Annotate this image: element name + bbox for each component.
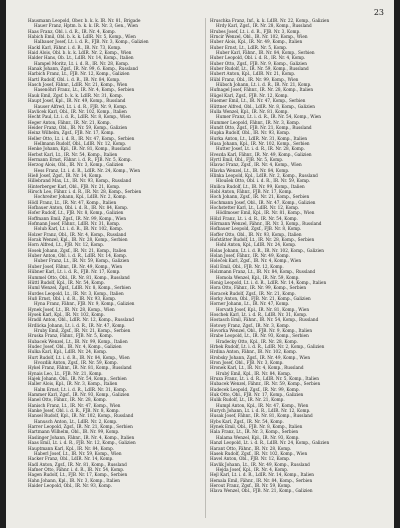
- list-item: Hrdy Karl, Zgsf., IR. Nr. 28, Komp., Russland: [216, 23, 312, 29]
- list-item: Huber Karl, Fähnr., IR. Nr. 84, Komp., Serbien: [216, 50, 315, 56]
- list-item: Hlinka Leopold, Kpl., LdIR. Nr. 2, Komp., Russland: [210, 172, 318, 178]
- list-item: Hulla Wenzel, Kpl., IR. Nr. 81, Komp.: [210, 108, 289, 114]
- list-item: Hofmann Josef, Fähnr., LdIR. Nr. 31, Komp.: [28, 221, 121, 227]
- list-item: Hyna Franz, Fähnr., FJB. Nr. 9, Komp., Galizien: [34, 301, 135, 307]
- list-item: Hörmann Wenzel, Fähnr., IR. Nr. 3, Komp., Russland: [210, 221, 322, 227]
- list-item: Hrbek Rudolf, Lt. i. d. R., LdIR. Nr. 2, Komp., Galizien: [210, 343, 325, 349]
- list-item: Hynais Leo, Lt., FJB. Nr. 21, Komp.: [28, 370, 103, 376]
- list-item: Horak Wenzel, Kpl., IR. Nr. 28, Komp., Serbien: [28, 237, 128, 243]
- list-item: Hoch Johann, Zgsf., IR. Nr. 21, Komp., Serbien: [210, 194, 310, 200]
- list-item: Hagen Rudolf, Lt., FJB. Nr. 17, Komp., Serbien: [28, 472, 128, 478]
- list-item: Hofstätter Rudolf, Lt., IR. Nr. 28, Komp., Serbien: [210, 237, 315, 243]
- list-item: Hundt Otto, Zgsf., FJB. Nr. 21, Komp., Russland: [210, 124, 312, 130]
- list-item: Herbst Karl, Lt., IR. Nr. 54, Komp., Italien: [28, 151, 118, 157]
- list-item: Hybs Karl, Zgsf., IR. Nr. 54, Komp.: [210, 418, 284, 424]
- list-item: Hejl Karl, Lt. i. d. R., LdIR. Nr. 14, Komp., Italien: [210, 472, 315, 478]
- list-item: Hackl Karl, Fähnr. i. d. R., IR. Nr. 73, Komp.: [28, 44, 122, 50]
- list-item: Homola Wenzel, Kpl., IR. Nr. 59, Komp.: [216, 274, 300, 280]
- list-item: Holzmann Franz, Lt., IR. Nr. 84, Komp., Russland: [210, 269, 316, 275]
- list-item: Huber Anton, Obl. i. d. R., LdIR. Nr. 14, Komp.: [28, 253, 128, 259]
- list-item: Hobl Anton, Fähnr., FJB. Nr. 17, Komp.: [210, 189, 293, 194]
- list-item: Hochstetter Karl, Lt., LdIR. Nr. 12, Komp.: [210, 205, 300, 211]
- list-item: Hauser Alfred, Lt. i. d. R., FJB. Nr. 9, Komp.: [34, 103, 128, 109]
- list-item: Hulka Karl, Kpl., LdIR. Nr. 24, Komp.: [28, 349, 108, 355]
- list-item: Hummer Leopold, Fähnr., IR. Nr. 3, Komp.: [210, 119, 300, 125]
- list-item: Hoffer Otto, Obl., IR. Nr. 93, Komp., Italien: [210, 231, 302, 237]
- list-item: Hummel Otto, Obl., IR. Nr. 81, Komp., Russland: [28, 274, 130, 280]
- list-item: Husak Josef, Fähnr., IR. Nr. 81, Komp., Russland: [210, 413, 313, 419]
- list-item: Horacek Rudolf, Zgsf., IR. Nr. 21, Komp.: [210, 290, 296, 296]
- list-item: Hasch Josef, Fähnr., LdIR. Nr. 21, Komp., Wien: [28, 82, 128, 88]
- list-item: Huml Wenzel, Zgsf., LdIR. Nr. 8, Komp., Serbien: [28, 285, 131, 291]
- list-item: Huber Ernst, Lt., LdIR. Nr. 5, Komp.: [210, 44, 288, 50]
- list-item: Harant Otto, Fähnr., IR. Nr. 28, Komp.: [210, 445, 292, 451]
- list-item: Hoschek Karl, Lt. i. d. R., LdIR. Nr. 31, Komp.: [210, 311, 308, 317]
- list-item: Hanusch Anton, Lt., LdIR. Nr. 2, Komp.: [34, 418, 118, 424]
- list-item: Hirsch Leo, Fähnr. i. d. R., IR. Nr. 28, Komp., Serbien: [28, 189, 142, 194]
- list-item: Hasek Rudolf, Zgsf., IR. Nr. 102, Komp., Wien: [210, 450, 308, 456]
- list-item: Hanak Johann, Zgsf., IR. Nr. 99, 6. Komp., Russland: [28, 66, 138, 72]
- list-item: Hübsch Johann, Lt. i. d. R., IR. Nr. 21, Komp.: [216, 82, 312, 88]
- list-item: Hrdina Anton, Fähnr., IR. Nr. 102, Komp.: [210, 349, 298, 355]
- list-item: Hradecky Otto, Kpl., IR. Nr. 28, Komp.: [216, 338, 298, 344]
- list-item: Hradil Anton, Obl., LdIR. Nr. 12, Komp., Russland: [28, 317, 134, 323]
- list-item: Hödlmoser Emil, Kpl., IR. Nr. 81, Komp., Wien: [216, 210, 315, 216]
- list-item: Hadl Anton, Zgsf., IR. Nr. 81, Komp., Russland: [28, 461, 127, 467]
- list-item: Hess Franz, Lt. i. d. R., LdIR. Nr. 24, Komp., Wien: [34, 167, 141, 173]
- list-item: Hubacek Wenzel, Lt., IR. Nr. 99, Komp., Italien: [28, 338, 128, 344]
- list-item: Hron Josef, Obl., FJB. Nr. 3, Komp.: [210, 360, 284, 365]
- list-item: Hacker Franz, Obl., LdIR. Nr. 14, Komp.: [28, 456, 114, 462]
- list-item: Hudec Josef, Obl., IR. Nr. 4, Komp., Galizien: [28, 343, 122, 349]
- list-item: Haas Franz, Obl. i. d. R., IR. Nr. 4, Komp.: [28, 28, 116, 34]
- list-item: Hödl Franz, Lt., IR. Nr. 47, Komp., Italien: [28, 199, 117, 205]
- list-item: Hauer Franz, Hptm. b. k. k. IR. Nr. 3, Gen., Wien: [34, 23, 138, 29]
- list-item: Horner Johann, Lt., IR. Nr. 47, Komp.: [210, 301, 290, 307]
- list-item: Halm Ernst, Lt. i. d. R., LdIR. Nr. 31, Komp.: [34, 386, 127, 392]
- list-item: Hurdes Leopold, Lt., IR. Nr. 3, Komp., Italien: [28, 290, 124, 296]
- list-item: Heinz Wilhelm, Zgsf., FJB. Nr. 17, Komp.: [28, 130, 115, 136]
- list-item: Huemer Emil, Lt., IR. Nr. 47, Komp., Serbien: [210, 98, 306, 104]
- list-item: Holan Josef, Fähnr., IR. Nr. 49, Komp.: [210, 253, 290, 259]
- list-item: Henke Johann, Kpl., IR. Nr. 81, Komp., Russland: [28, 146, 131, 152]
- list-item: Hellmann Rudolf, Obl., LdIR. Nr. 12, Komp.: [34, 140, 127, 146]
- list-item: Herout Franz, Zgsf., IR. Nr. 59, Komp.: [210, 482, 292, 488]
- list-item: Horky Anton, Obl., FJB. Nr. 21, Komp., Galizien: [210, 295, 311, 301]
- list-item: Hecht Paul, Lt. i. d. R., LdIR. Nr. 8, Komp., Wien: [28, 114, 131, 120]
- list-item: Hutter Josef, Lt. i. d. R., IR. Nr. 28, Komp.: [216, 146, 305, 152]
- column-divider: [205, 18, 206, 518]
- list-item: Hoffmann Emil, Zgsf., IR. Nr. 99, Komp., Wien: [28, 215, 127, 221]
- list-item: Huber Rudolf, Lt., IR. Nr. 59, Komp., Russland: [210, 66, 309, 72]
- list-item: Humer Franz, Lt. i. d. R., IR. Nr. 54, Komp., Wien: [216, 114, 321, 120]
- list-item: Hostasch Emil, Fähnr., IR. Nr. 54, Komp., Russland: [210, 317, 319, 323]
- list-item: Hurych Johann, Lt. i. d. R., LdIR. Nr. 12, Komp.: [210, 408, 311, 414]
- list-item: Hovorka Wenzel, Obl., FJB. Nr. 9, Komp., Italien: [210, 327, 313, 333]
- list-item: Halbauer Josef, Lt. i. d. R., FJB. Nr. 3, Komp., Galizien: [34, 39, 149, 45]
- list-item: Hrubý Emil, Kpl., IR. Nr. 84, Komp.: [216, 370, 292, 376]
- list-item: Hejda Josef, Kpl., IR. Nr. 4, Komp.: [216, 466, 289, 472]
- list-item: Hinterberger Karl, Obl., FJB. Nr. 21, Komp.: [28, 183, 121, 189]
- list-item: Hrncir Wenzel, Obl., IR. Nr. 102, Komp., Wien: [210, 34, 308, 40]
- list-item: Hotowy Franz, Zgsf., IR. Nr. 3, Komp.: [210, 322, 290, 328]
- list-item: Hudecek Leopold, Zgsf., IR. Nr. 99, Komp.: [210, 386, 300, 392]
- list-item: Huß Ernst, Obl. i. d. R., IR. Nr. 93, Komp.: [28, 295, 117, 301]
- list-item: Hrubes Josef, Lt. i. d. R., FJB. Nr. 3, Komp.: [210, 28, 301, 34]
- list-item: Hieß Josef, Zgsf., IR. Nr. 14, Komp.: [28, 172, 103, 178]
- list-item: Huber Franz, Lt., IR. Nr. 59, Komp., Galizien: [34, 258, 130, 264]
- list-item: Havel Anton, Obl., FJB. Nr. 12, Komp.: [210, 456, 291, 462]
- list-item: Havlicek Karl, Obl., IR. Nr. 102, Komp., Italien: [28, 108, 127, 114]
- list-item: Hanzl Leopold, Lt. i. d. R., LdIR. Nr. 24, Komp., Galizien: [210, 440, 330, 446]
- list-item: Hanke Josef, Obl. i. d. R., FJB. Nr. 8, Komp.: [28, 408, 120, 414]
- list-item: Hrabe Leopold, Lt., IR. Nr. 93, Komp., Serbien: [210, 333, 309, 339]
- list-item: Hruza Franz, Lt. i. d. R., LdIR. Nr. 5, Komp., Italien: [210, 376, 319, 382]
- list-item: Haider Leopold, Obl., IR. Nr. 93, Komp.: [28, 482, 112, 488]
- list-item: Hynek Emil, Obl., FJB. Nr. 8, Komp., Italien: [210, 424, 303, 430]
- list-item: Hartmann Wilhelm, Obl., IR. Nr. 99, Komp.: [28, 429, 120, 435]
- list-item: Hupka Rudolf, Obl., IR. Nr. 93, Komp.: [210, 130, 291, 136]
- list-item: Hykel Franz, Fähnr., IR. Nr. 81, Komp., Russland: [28, 365, 132, 371]
- list-item: Horvath Josef, Kpl., IR. Nr. 81, Komp., Wien: [216, 306, 310, 312]
- list-item: Hyrtl Emil, Obl., FJB. Nr. 5, Komp.: [210, 156, 284, 162]
- list-item: Harbich Franz, Lt., FJB. Nr. 12, Komp., Galizien: [28, 71, 130, 77]
- list-item: Hora Otto, Fähnr., IR. Nr. 99, Komp., Serbien: [210, 285, 307, 291]
- list-item: Hügel Karl, Zgsf., FJB. Nr. 12, Komp.: [210, 92, 289, 98]
- list-item: Haberl Josef, Lt., IR. Nr. 59, Komp., Wien: [34, 450, 122, 456]
- list-item: Hufnagel Josef, Fähnr., IR. Nr. 28, Komp., Italien: [210, 87, 314, 93]
- list-item: Hronek Karl, Lt., IR. Nr. 4, Komp., Russland: [210, 365, 304, 371]
- list-item: Hölzl Franz, Lt. i. d. R., IR. Nr. 54, Komp.: [210, 215, 298, 221]
- list-item: Hubacek Wenzel, Fähnr., IR. Nr. 59, Komp., Serbien: [210, 381, 321, 387]
- list-item: Hübl Franz, Obl., IR. Nr. 99, Komp., Wien: [210, 76, 299, 82]
- list-item: Hüttner Alfred, Obl., LdIR. Nr. 8, Komp., Galizien: [210, 103, 315, 109]
- list-item: Hrdlicka Johann, Lt. i. d. R., IR. Nr. 47, Komp.: [28, 322, 126, 328]
- list-item: Hruschka Franz, Inf., k. k. LdIR. Nr. 22, Komp., Galizien: [210, 18, 330, 23]
- list-item: Hubert Anton, Kpl., LdIR. Nr. 21, Komp.: [210, 71, 296, 77]
- list-item: Hemala Emil, Fähnr., IR. Nr. 84, Komp., Serbien: [210, 477, 313, 483]
- list-item: Harrer Leopold, Zgsf., IR. Nr. 21, Komp., Serbien: [28, 424, 133, 430]
- list-item: Hruska Franz, Fähnr., FJB. Nr. 5, Komp.: [28, 333, 113, 339]
- list-item: Holeček Karl, Zgsf., IR. Nr. 4, Komp., Wien: [210, 258, 302, 264]
- list-item: Huber Otto, Zgsf., FJB. Nr. 9, Komp., Galizien: [210, 60, 307, 66]
- list-item: Hanisch Franz, Lt., IR. Nr. 47, Komp., Wien: [28, 402, 121, 408]
- list-item: Hofbauer Leopold, Zgsf., FJB. Nr. 8, Komp.: [210, 226, 302, 232]
- list-item: Hochreiter Johann, Kpl., LdIR. Nr. 2, Komp.: [34, 194, 127, 200]
- list-item: Habich Emil, Obl. b. k. k. LdIR. Nr. 5, Komp., Wien: [28, 34, 136, 40]
- list-item: Hlavka Wenzel, Lt., IR. Nr. 84, Komp.: [210, 167, 290, 173]
- list-item: Hynek Josef, Lt., IR. Nr. 28, Komp., Wien: [28, 306, 115, 312]
- list-item: Horn Alfred, Lt., FJB. Nr. 12, Komp.: [28, 242, 105, 248]
- page-number: 23: [373, 8, 384, 17]
- list-item: Hanel Otto, Fähnr., IR. Nr. 28, Komp.: [28, 397, 107, 403]
- list-item: Hochmann Josef, Obl., IR. Nr. 47, Komp., Galizien: [210, 199, 316, 205]
- list-item: Holzer Franz, Obl., IR. Nr. 4, Komp., Russland: [28, 231, 127, 237]
- list-item: Hajek Johann, Obl., IR. Nr. 54, Komp., Serbien: [28, 376, 127, 382]
- list-item: Hillebrand Max, Lt., IR. Nr. 93, Komp., Russland: [28, 178, 132, 184]
- list-item: Holl Emil, Obl., FJB. Nr. 12, Komp.: [210, 263, 284, 269]
- list-item: Halder Hans, Ob. Lt., LdIR. Nr. 14, Komp., Italien: [28, 55, 134, 61]
- list-item: Huber Alois, Kpl., IR. Nr. 49, Komp., Italien: [210, 39, 303, 45]
- list-item: Haid Alois, Obl. b. k. k. LdIR. Nr. 2, Komp., Wien: [28, 50, 132, 56]
- list-item: Humpl Anton, Kpl., IR. Nr. 47, Komp., Wien: [216, 402, 309, 408]
- left-column: [28, 18, 204, 488]
- list-item: Halama Wenzel, Kpl., IR. Nr. 93, Komp.: [216, 434, 300, 440]
- list-item: Hloušek Otto, Obl. i. d. R., IR. Nr. 59, Komp.: [216, 178, 311, 184]
- list-item: Hosek Johann, Zgsf., IR. Nr. 21, Komp., Italien: [28, 247, 127, 253]
- list-item: Hysek Karl, Kpl., IR. Nr. 102, Komp.: [28, 311, 105, 317]
- list-item: Heider Franz, Obl., IR. Nr. 59, Komp., Galizien: [28, 124, 128, 130]
- list-item: Hurt Rudolf, Lt. i. d. R., IR. Nr. 84, Komp., Wien: [28, 354, 130, 360]
- list-item: Hala Franz, Lt., IR. Nr. 3, Komp., Serbien: [210, 429, 299, 435]
- list-item: Hausmann Leopold, Ober. b. k. k. IR. Nr. 81, Brigade: [28, 18, 141, 23]
- list-item: Husa Johann, Kpl., IR. Nr. 102, Komp., Serbien: [210, 140, 310, 146]
- right-column: [210, 18, 386, 494]
- list-item: Huber Leopold, Obl. i. d. R., IR. Nr. 4, Komp.: [210, 55, 306, 61]
- list-item: Hampel Moritz, Lt. i. d. R., IR. Nr. 28, Komp.: [34, 60, 130, 66]
- list-item: Hammer Karl, Zgsf., IR. Nr. 93, Komp., Galizien: [28, 392, 130, 398]
- list-item: Hohl Anton, Kpl., LdIR. Nr. 24, Komp.: [216, 242, 297, 248]
- list-item: Holas Johann, Lt. i. d. R., IR. Nr. 102, Komp., Galizien: [210, 247, 324, 253]
- list-item: Hübner Karl, Lt. i. d. R., FJB. Nr. 17, Komp.: [28, 269, 121, 275]
- list-item: Hnilica Rudolf, Lt., IR. Nr. 99, Komp., Italien: [210, 183, 305, 189]
- list-item: Hrobsky Johann, Zgsf., IR. Nr. 49, Komp., Wien: [210, 354, 311, 360]
- list-item: Haslinger Johann, Fähnr., IR. Nr. 4, Komp., Italien: [28, 434, 135, 440]
- list-item: Hansel Rudolf, Kpl., IR. Nr. 102, Komp., Russland: [28, 413, 134, 419]
- list-item: Hauptmann Karl, Kpl., IR. Nr. 84, Komp.: [28, 445, 115, 451]
- list-item: Hlavac Franz, Zgsf., IR. Nr. 4, Komp., Wien: [210, 162, 302, 168]
- list-item: Haupt Josef, Kpl., IR. Nr. 49, Komp., Russland: [28, 98, 126, 104]
- list-item: Heller Otto, Lt. i. d. R., IR. Nr. 47, Komp., Serbien: [28, 135, 135, 141]
- list-item: Hahn Johann, Kpl., IR. Nr. 3, Komp., Italien: [28, 477, 120, 483]
- list-item: Haas Emil, Lt. i. d. R., FJB. Nr. 12, Komp., Galizien: [28, 440, 136, 446]
- list-item: Hulik Rudolf, Lt., IR. Nr. 21, Komp.: [210, 397, 285, 403]
- list-item: Hofbauer Anton, Obl. i. d. R., IR. Nr. 84, Komp.: [28, 205, 129, 211]
- list-item: Hartl Rudolf, Obl. i. d. R., IR. Nr. 84, Komp.: [28, 76, 121, 82]
- list-item: Hruby Emil, Zgsf., IR. Nr. 21, Komp., Serbien: [34, 327, 131, 333]
- list-item: Hermann Ernst, Fähnr. i. d. R., FJB. Nr. 5, Komp.: [28, 156, 132, 162]
- list-item: Hvozdik Anton, Zgsf., IR. Nr. 59, Komp.: [34, 360, 118, 365]
- list-item: Heger Anton, Fähnr., IR. Nr. 21, Komp.: [28, 119, 111, 125]
- list-item: Hasenöhrl Franz, Lt., IR. Nr. 4, Komp., Serbien: [34, 87, 135, 93]
- list-item: Herzog Alois, Obl., IR. Nr. 3, Komp., Galizien: [28, 162, 124, 168]
- list-item: Hafner Otto, Fähnr. i. d. R., IR. Nr. 54, Komp.: [28, 466, 125, 472]
- list-item: Hüttl Rudolf, Kpl., IR. Nr. 54, Komp.: [28, 279, 105, 285]
- list-item: Holub Karl, Lt. i. d. R., IR. Nr. 102, Komp.: [34, 226, 123, 232]
- list-item: Hofer Rudolf, Lt., FJB. Nr. 8, Komp., Galizien: [28, 210, 124, 216]
- list-item: Hvezda Karl, Fähnr., IR. Nr. 49, Komp., Galizien: [210, 151, 312, 157]
- list-item: Hlava Wenzel, Obl., FJB. Nr. 21, Komp., Galizien: [210, 488, 313, 494]
- list-item: Huber Josef, Fähnr., IR. Nr. 49, Komp., Wien: [28, 263, 123, 269]
- list-item: Hauk Emil, Zgsf. b. k. k. LdIR. Nr. 31, Komp.: [28, 92, 123, 98]
- list-item: Havlik Johann, Lt., IR. Nr. 49, Komp., Russland: [210, 461, 310, 467]
- list-item: Huk Otto, Obl., FJB. Nr. 17, Komp., Galizien: [210, 392, 304, 398]
- list-item: Hurka Anton, Lt., LdIR. Nr. 31, Komp., Italien: [210, 135, 308, 141]
- list-item: Honig Leopold, Lt. i. d. R., LdIR. Nr. 14, Komp., Italien: [210, 279, 327, 285]
- list-item: Haller Alois, Kpl., IR. Nr. 3, Komp., Italien: [28, 381, 118, 387]
